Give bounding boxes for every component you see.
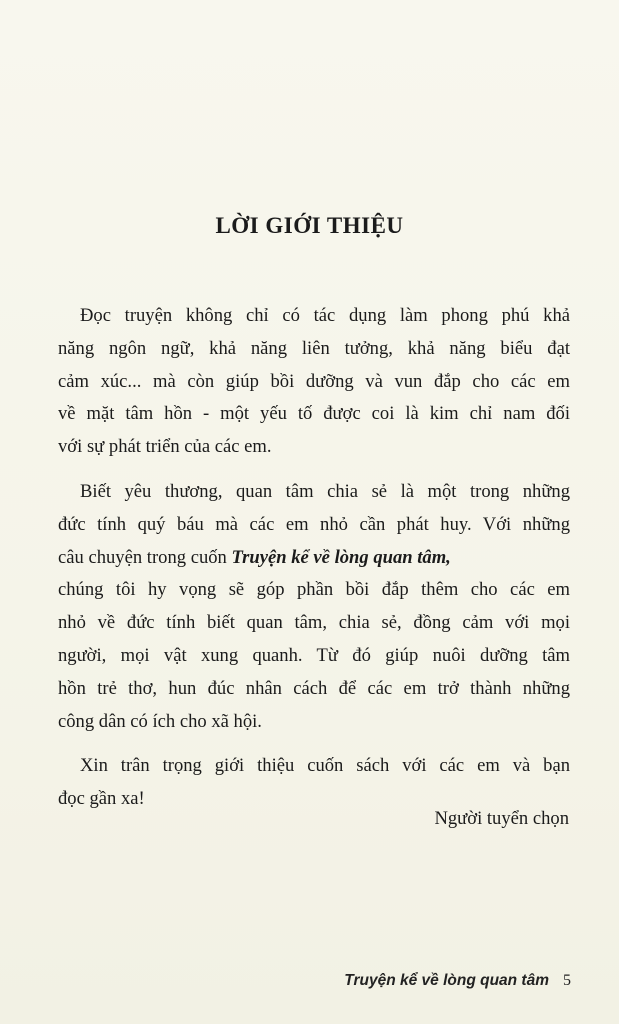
paragraph-line: công dân có ích cho xã hội. xyxy=(58,710,262,732)
paragraph-line: Xin trân trọng giới thiệu cuốn sách với các em và bạn xyxy=(80,755,570,777)
introduction-body xyxy=(58,300,570,830)
footer-book-title: Truyện kể về lòng quan tâm xyxy=(344,972,549,989)
paragraph-line: đức tính quý báu mà các em nhỏ cần phát huy. Với những xyxy=(58,513,570,535)
paragraph-line: Đọc truyện không chỉ có tác dụng làm phong phú khả xyxy=(80,305,570,326)
paragraph-1 xyxy=(58,300,570,464)
paragraph-line: hồn trẻ thơ, hun đúc nhân cách để các em trở thành những xyxy=(58,677,570,699)
page-number: 5 xyxy=(563,972,571,989)
paragraph-line xyxy=(58,542,570,575)
book-title-inline: Truyện kể về lòng quan tâm, xyxy=(231,546,451,568)
paragraph-line: năng ngôn ngữ, khả năng liên tưởng, khả năng biểu đạt xyxy=(58,337,570,359)
paragraph-text: câu chuyện trong cuốn xyxy=(58,546,232,568)
paragraph-line: về mặt tâm hồn - một yếu tố được coi là kim chỉ nam đối xyxy=(58,403,570,425)
paragraph-line: nhỏ về đức tính biết quan tâm, chia sẻ, đồng cảm với mọi xyxy=(58,612,570,634)
paragraph-line: đọc gần xa! xyxy=(58,788,145,810)
paragraph-2 xyxy=(58,476,570,738)
paragraph-line: Biết yêu thương, quan tâm chia sẻ là một trong những xyxy=(80,480,570,502)
signature-compiler: Người tuyển chọn xyxy=(434,808,569,829)
paragraph-3 xyxy=(58,750,570,816)
page-title: LỜI GIỚI THIỆU xyxy=(215,213,404,238)
paragraph-line: cảm xúc... mà còn giúp bồi dưỡng và vun đắp cho các em xyxy=(58,370,570,392)
paragraph-line: với sự phát triển của các em. xyxy=(58,436,272,458)
paragraph-line: người, mọi vật xung quanh. Từ đó giúp nuôi dưỡng tâm xyxy=(58,644,570,666)
paragraph-line: chúng tôi hy vọng sẽ góp phần bồi đắp thêm cho các em xyxy=(58,579,570,601)
running-footer xyxy=(344,972,571,990)
